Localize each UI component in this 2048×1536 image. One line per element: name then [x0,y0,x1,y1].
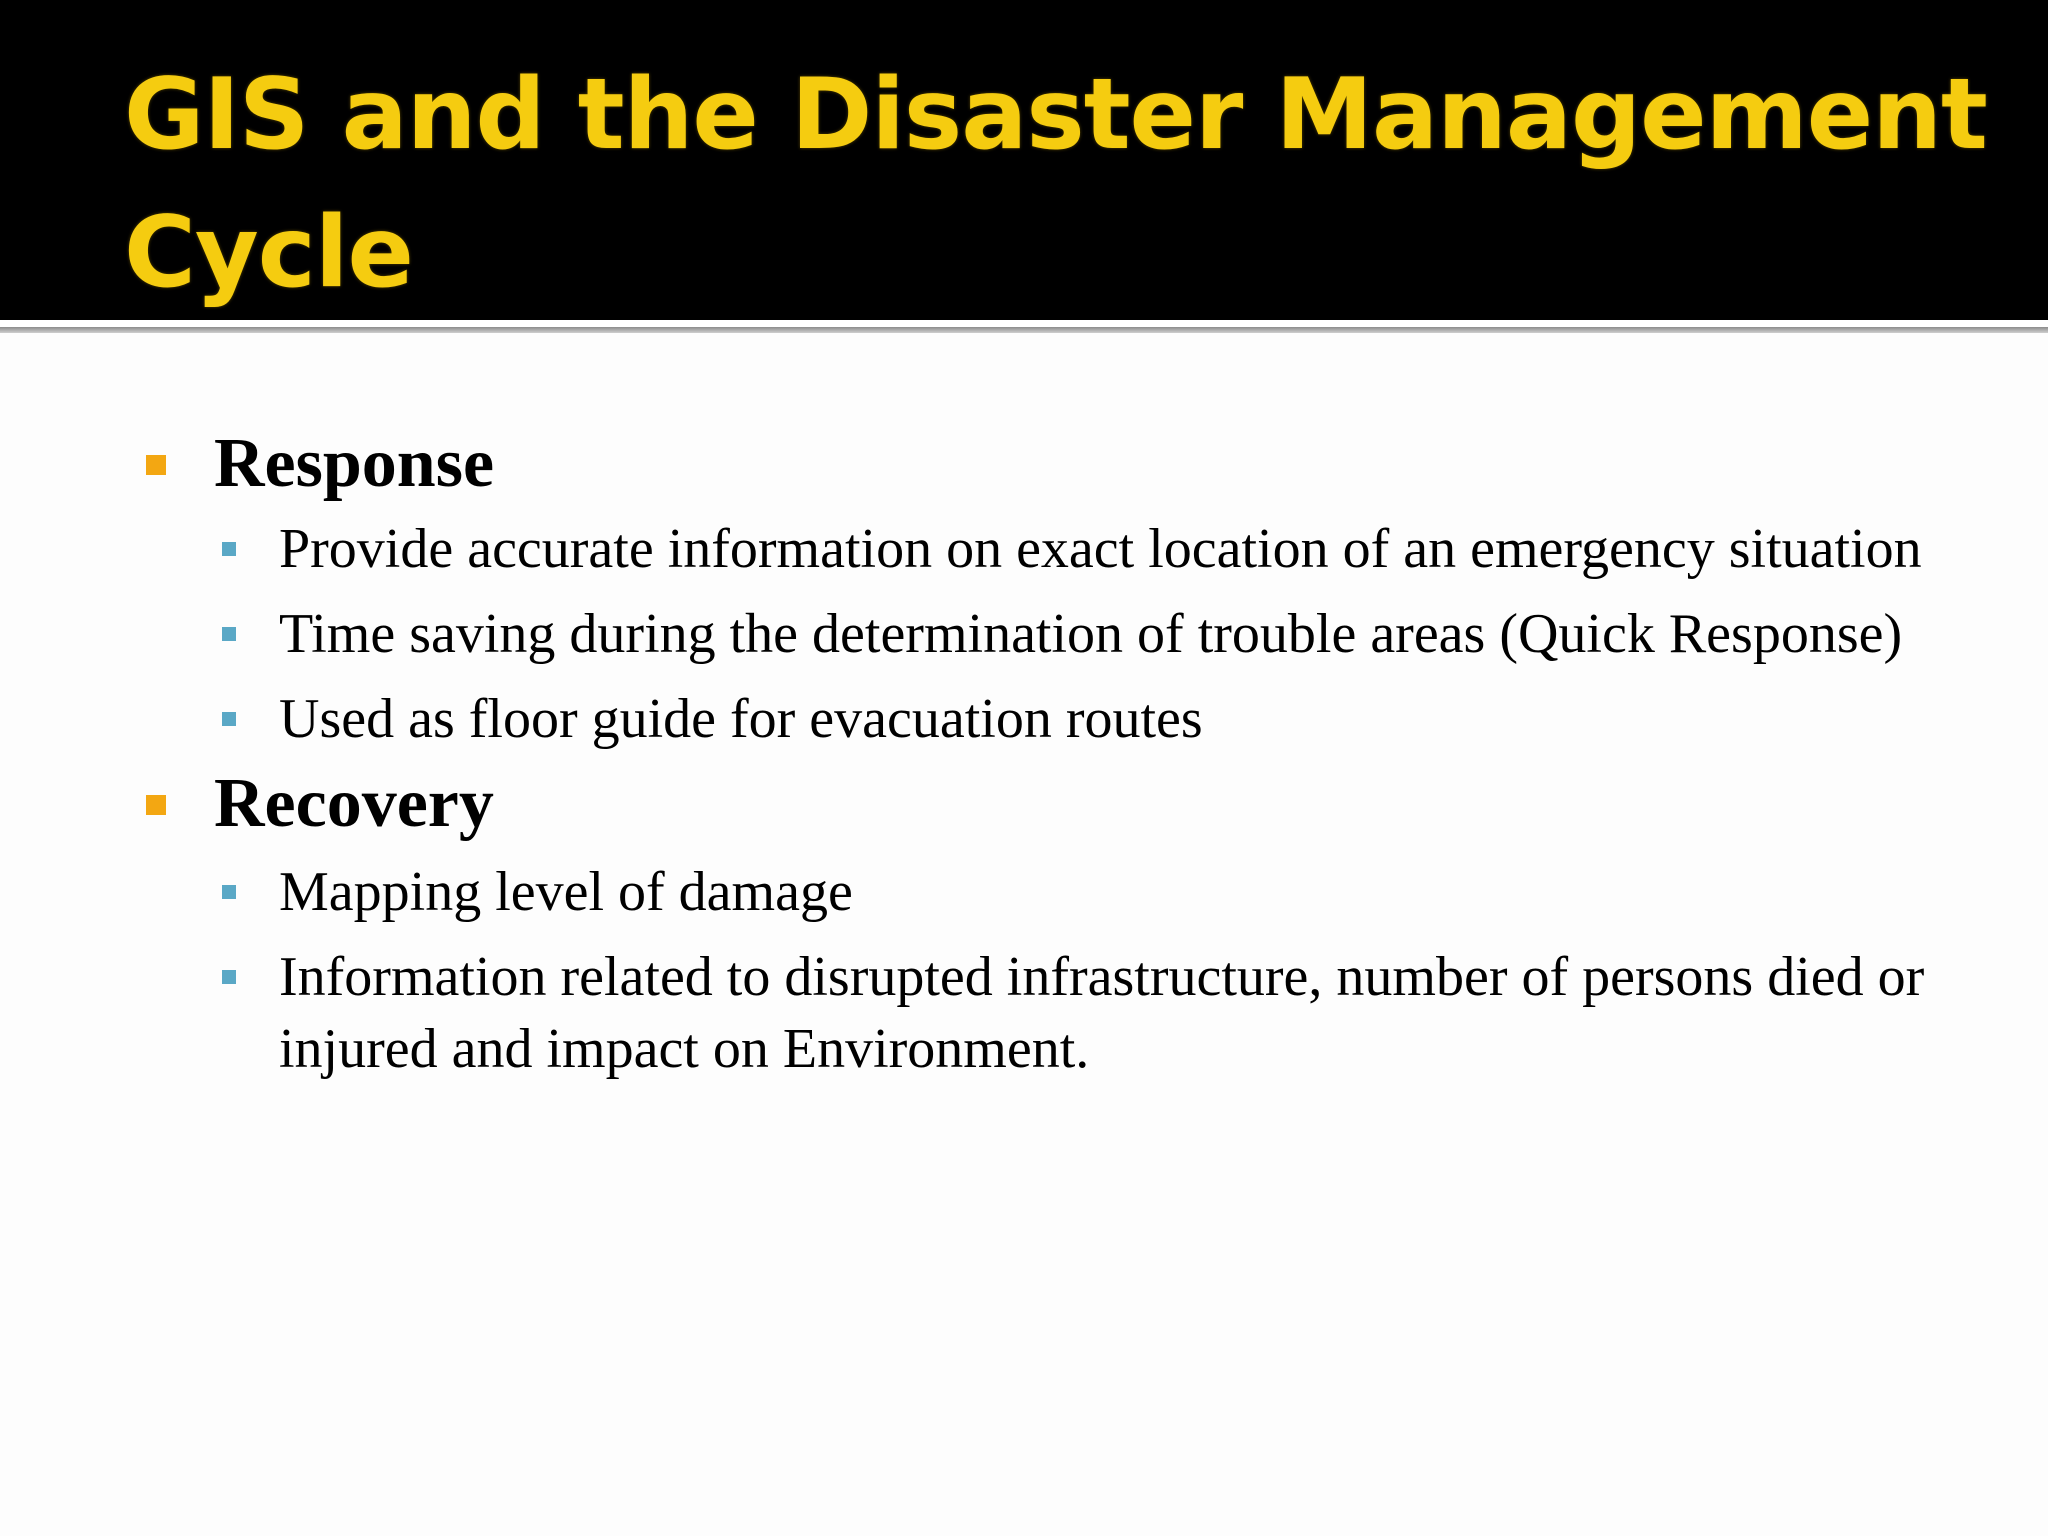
title-divider [0,327,2048,333]
section-heading-recovery [0,760,2048,848]
list-item-text: Provide accurate information on exact location of an emergency situation [279,518,1922,580]
title-band [0,0,2048,320]
section-heading-label: Response [214,425,495,502]
title-rule-gap [0,320,2048,327]
square-bullet-icon [222,627,236,641]
list-item [0,941,2048,1085]
square-bullet-icon [222,885,236,899]
list-item [0,513,2048,585]
section-heading-label: Recovery [214,765,494,842]
section-heading-response [0,420,2048,508]
list-item [0,683,2048,755]
list-item [0,598,2048,670]
square-bullet-icon [146,455,166,475]
list-item-text: Information related to disrupted infrastructure, number of persons died or injured and impact on Environment. [279,946,1925,1080]
list-item-text: Mapping level of damage [279,861,853,923]
square-bullet-icon [146,795,166,815]
slide-title: GIS and the Disaster Management Cycle [124,58,1987,310]
list-item-text: Time saving during the determination of trouble areas (Quick Response) [279,603,1903,665]
list-item [0,856,2048,928]
square-bullet-icon [222,542,236,556]
list-item-text: Used as floor guide for evacuation routes [279,688,1203,750]
square-bullet-icon [222,970,236,984]
slide-content [0,420,2048,1085]
square-bullet-icon [222,712,236,726]
